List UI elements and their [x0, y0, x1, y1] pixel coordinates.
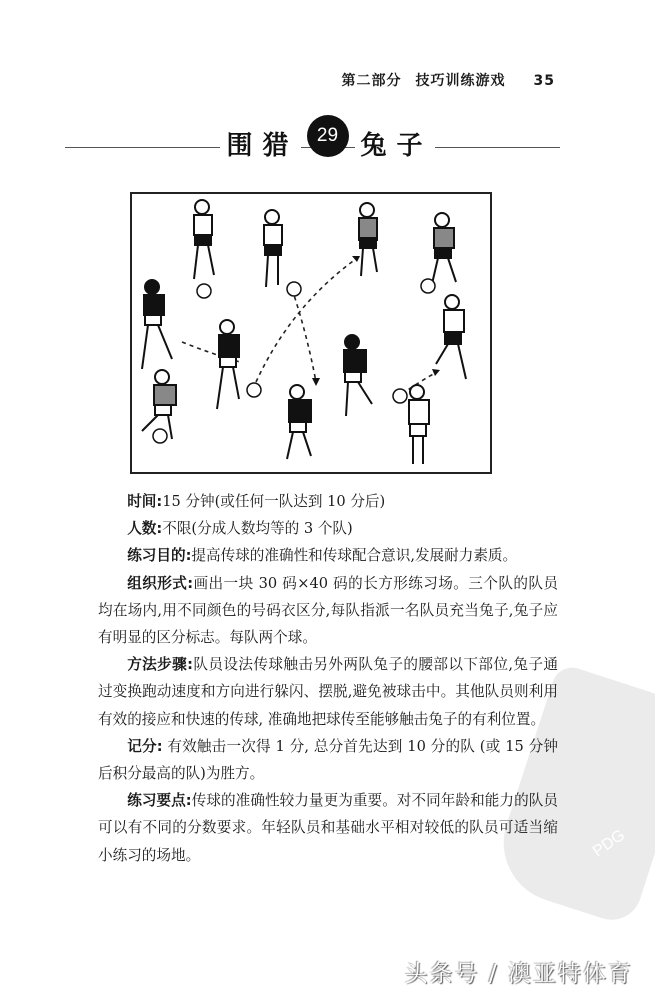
section-purpose: 练习目的:提高传球的准确性和传球配合意识,发展耐力素质。: [127, 547, 518, 565]
players-drawing-icon: [132, 194, 490, 472]
chapter-title: [0, 118, 655, 168]
soccer-illustration: [130, 192, 492, 474]
page-number: 35: [533, 73, 555, 89]
title-left: 围猎: [220, 125, 300, 162]
section-players: 人数:不限(分成人数均等的 3 个队): [127, 520, 353, 538]
section-organization: 组织形式:画出一块 30 码×40 码的长方形练习场。三个队的队员均在场内,用不同颜色的号码衣区分,每队指派一名队员充当兔子,兔子应有明显的区分标志。每队两个球。: [98, 574, 558, 647]
running-head: [0, 70, 555, 90]
game-number-badge: 29: [307, 115, 349, 157]
pdg-watermark: PDG: [589, 826, 629, 861]
running-head-part: 第二部分: [341, 73, 402, 89]
section-scoring: 记分: 有效触击一次得 1 分, 总分首先达到 10 分的队 (或 15 分钟后积分最高的队)为胜方。: [98, 737, 558, 783]
site-watermark: 头条号 / 澳亚特体育: [404, 961, 633, 987]
running-head-section: 技巧训练游戏: [415, 73, 506, 89]
section-time: 时间:15 分钟(或任何一队达到 10 分后): [127, 493, 386, 510]
body-text: [98, 488, 558, 869]
section-method: 方法步骤:队员设法传球触击另外两队兔子的腰部以下部位,兔子通过变换跑动速度和方向进行躲闪、摆脱,避免被球击中。其他队员则利用有效的接应和快速的传球, 准确地把球传至能够触击兔子的有利位置。: [98, 656, 558, 728]
section-key-points: 练习要点:传球的准确性较力量更为重要。对不同年龄和能力的队员可以有不同的分数要求。年轻队员和基础水平相对较低的队员可适当缩小练习的场地。: [98, 792, 558, 864]
title-right: 兔子: [355, 125, 435, 162]
